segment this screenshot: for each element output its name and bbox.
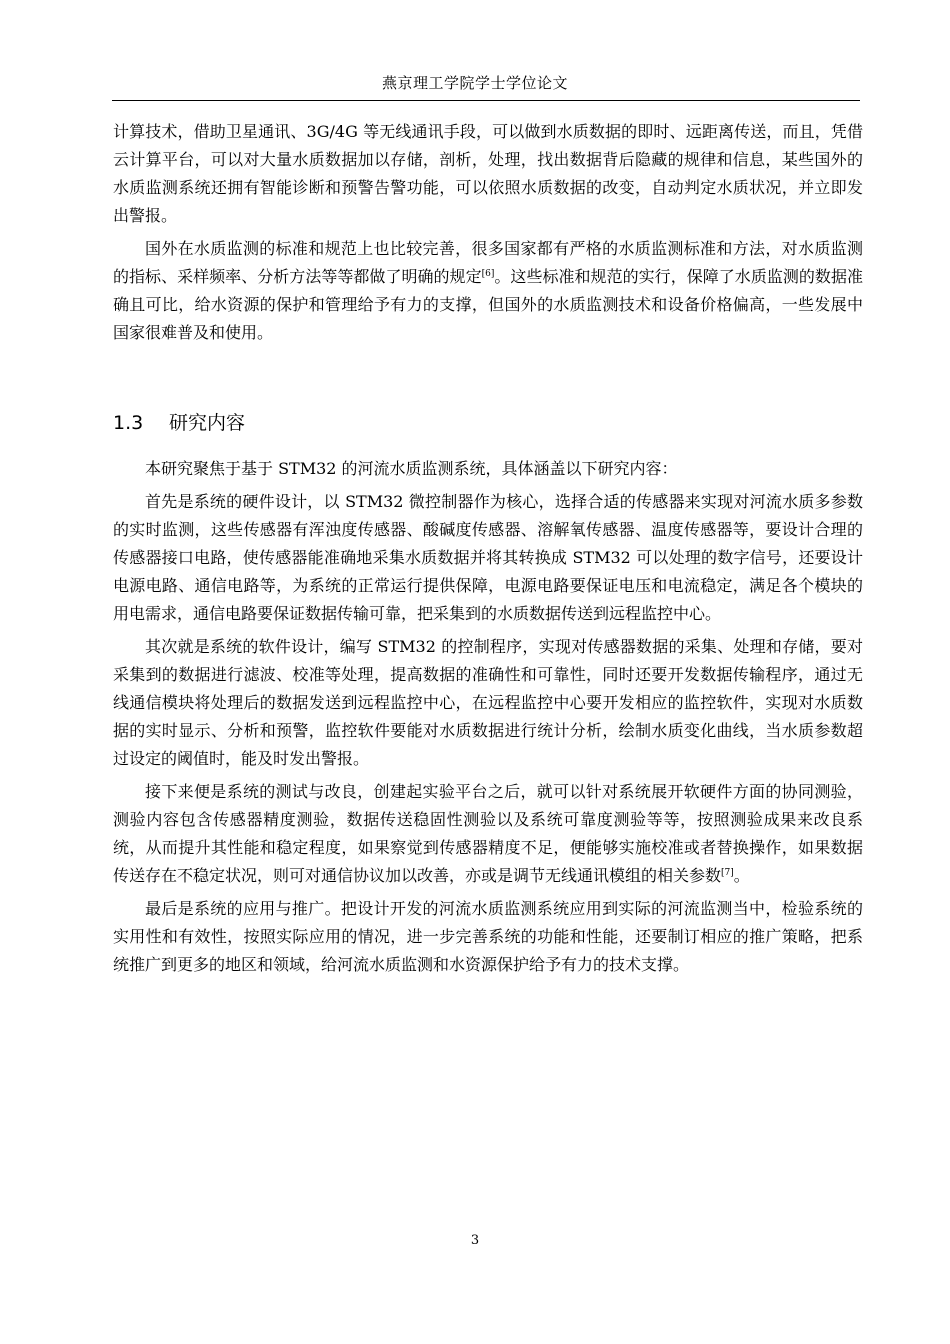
section-heading (113, 409, 245, 437)
header-divider (112, 100, 860, 101)
paragraph: 最后是系统的应用与推广。把设计开发的河流水质监测系统应用到实际的河流监测当中，检验系统的实用性和有效性，按照实际应用的情况，进一步完善系统的功能和性能，还要制订相应的推广策略，把系统推广到更多的地区和领域，给河流水质监测和水资源保护给予有力的技术支撑。 (113, 899, 863, 974)
section-number: 1.3 (113, 412, 144, 434)
paragraph-text: 国外在水质监测的标准和规范上也比较完善，很多国家都有严格的水质监测标准和方法，对水质监测的指标、采样频率、分析方法等等都做了明确的规定 (113, 239, 863, 286)
paragraph: 首先是系统的硬件设计，以 STM32 微控制器作为核心，选择合适的传感器来实现对河流水质多参数的实时监测，这些传感器有浑浊度传感器、酸碱度传感器、溶解氧传感器、温度传感器等，要设计合理的传感器接口电路，使传感器能准确地采集水质数据并将其转换成 STM32 可以处理的数字信号，还要设计电源电路、通信电路等，为系统的正常运行提供保障，电源电路要保证电压和电流稳定，满足各个模块的用电需求，通信电路要保证数据传输可靠，把采集到的水质数据传送到远程监控中心。 (113, 492, 863, 623)
paragraph-text: 。 (733, 866, 750, 885)
paragraph: 计算技术，借助卫星通讯、3G/4G 等无线通讯手段，可以做到水质数据的即时、远距离传送，而且，凭借云计算平台，可以对大量水质数据加以存储，剖析，处理，找出数据背后隐藏的规律和信息，某些国外的水质监测系统还拥有智能诊断和预警告警功能，可以依照水质数据的改变，自动判定水质状况，并立即发出警报。 (113, 122, 863, 225)
citation-ref: [6] (481, 269, 495, 279)
paragraph (113, 778, 863, 890)
paragraph: 本研究聚焦于基于 STM32 的河流水质监测系统，具体涵盖以下研究内容： (145, 459, 678, 478)
section-text (113, 455, 863, 984)
paragraph-text: 接下来便是系统的测试与改良，创建起实验平台之后，就可以针对系统展开软硬件方面的协同测验，测验内容包含传感器精度测验，数据传送稳固性测验以及系统可靠度测验等等，按照测验成果来改良系统，从而提升其性能和稳定程度，如果察觉到传感器精度不足，便能够实施校准或者替换操作，如果数据传送存在不稳定状况，则可对通信协议加以改善，亦或是调节无线通讯模组的相关参数 (113, 782, 863, 885)
section-title: 研究内容 (169, 412, 246, 434)
paragraph: 其次就是系统的软件设计，编写 STM32 的控制程序，实现对传感器数据的采集、处理和存储，要对采集到的数据进行滤波、校准等处理，提高数据的准确性和可靠性，同时还要开发数据传输程序，通过无线通信模块将处理后的数据发送到远程监控中心，在远程监控中心要开发相应的监控软件，实现对水质数据的实时显示、分析和预警，监控软件要能对水质数据进行统计分析，绘制水质变化曲线，当水质参数超过设定的阈值时，能及时发出警报。 (113, 637, 863, 768)
intro-text (113, 118, 863, 352)
paragraph-text: 。这些标准和规范的实行，保障了水质监测的数据准确且可比，给水资源的保护和管理给予有力的支撑，但国外的水质监测技术和设备价格偏高，一些发展中国家很难普及和使用。 (113, 267, 863, 342)
page-number: 3 (470, 1233, 480, 1248)
paragraph (113, 235, 863, 347)
citation-ref: [7] (721, 868, 734, 878)
running-header: 燕京理工学院学士学位论文 (381, 74, 568, 92)
